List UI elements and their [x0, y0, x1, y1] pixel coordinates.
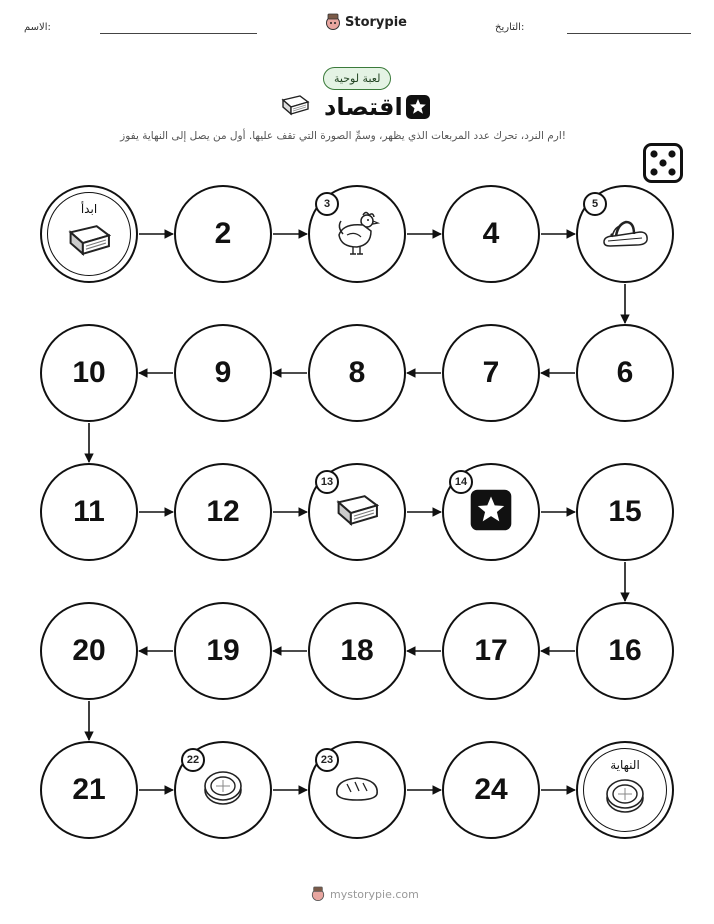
board-cell-14	[442, 463, 540, 561]
board-cell-12	[174, 463, 272, 561]
cell-number: 19	[206, 634, 240, 667]
brand-name: Storypie	[345, 14, 407, 30]
chicken-icon	[333, 207, 381, 261]
board-cell-8	[308, 324, 406, 422]
start-label: ابدأ	[80, 202, 98, 216]
board-cell-2	[174, 185, 272, 283]
cell-number: 10	[72, 356, 106, 389]
board-cell-3	[308, 185, 406, 283]
footer	[311, 886, 419, 902]
board-cell-18	[308, 602, 406, 700]
board-cell-5	[576, 185, 674, 283]
board-cell-10	[40, 324, 138, 422]
board-cell-16	[576, 602, 674, 700]
board-cell-1	[40, 185, 138, 283]
name-label: الاسم:	[24, 22, 51, 33]
cell-number-badge: 5	[583, 192, 607, 216]
cell-number: 8	[348, 356, 366, 389]
board-cell-4	[442, 185, 540, 283]
board-cell-11	[40, 463, 138, 561]
cell-number: 24	[474, 773, 508, 806]
date-label: التاريخ:	[495, 22, 525, 33]
board-cell-13	[308, 463, 406, 561]
coin-icon	[202, 769, 244, 811]
storypie-mascot-icon	[311, 886, 325, 902]
game-type-tag: لعبة لوحية	[323, 67, 391, 90]
board-cell-24	[442, 741, 540, 839]
cell-number-badge: 23	[315, 748, 339, 772]
cell-number: 15	[608, 495, 642, 528]
cell-number: 11	[73, 495, 105, 528]
board-cell-21	[40, 741, 138, 839]
sandal-icon	[600, 214, 650, 254]
footer-url[interactable]: mystorypie.com	[330, 887, 419, 901]
book-icon	[334, 493, 380, 531]
cell-number: 9	[214, 356, 232, 389]
cell-number: 21	[72, 773, 106, 806]
cell-number: 2	[214, 217, 232, 250]
cell-number: 20	[72, 634, 106, 667]
bread-icon	[333, 772, 381, 808]
board-cell-20	[40, 602, 138, 700]
cell-number-badge: 3	[315, 192, 339, 216]
page-title: اقتصاد	[324, 93, 403, 121]
cell-number-badge: 14	[449, 470, 473, 494]
coin-icon	[604, 777, 646, 819]
board-cell-7	[442, 324, 540, 422]
board-cell-15	[576, 463, 674, 561]
board-cell-17	[442, 602, 540, 700]
cell-number-badge: 13	[315, 470, 339, 494]
book-icon	[66, 223, 112, 261]
cell-number-badge: 22	[181, 748, 205, 772]
instructions-text: ارم النرد، تحرك عدد المربعات الذي يظهر، وسمِّ الصورة التي تقف عليها. أول من يصل إلى النهاية يفوز!	[120, 130, 566, 142]
board-cell-9	[174, 324, 272, 422]
board-cell-23	[308, 741, 406, 839]
cell-number: 17	[474, 634, 508, 667]
board-cell-25	[576, 741, 674, 839]
star-icon	[469, 488, 513, 536]
cell-number: 12	[206, 495, 240, 528]
cell-number: 16	[608, 634, 642, 667]
board-cell-6	[576, 324, 674, 422]
board-cell-22	[174, 741, 272, 839]
cell-number: 4	[482, 217, 500, 250]
board-cell-19	[174, 602, 272, 700]
cell-number: 18	[340, 634, 374, 667]
cell-number: 6	[616, 356, 634, 389]
finish-label: النهاية	[610, 758, 640, 772]
cell-number: 7	[482, 356, 500, 389]
